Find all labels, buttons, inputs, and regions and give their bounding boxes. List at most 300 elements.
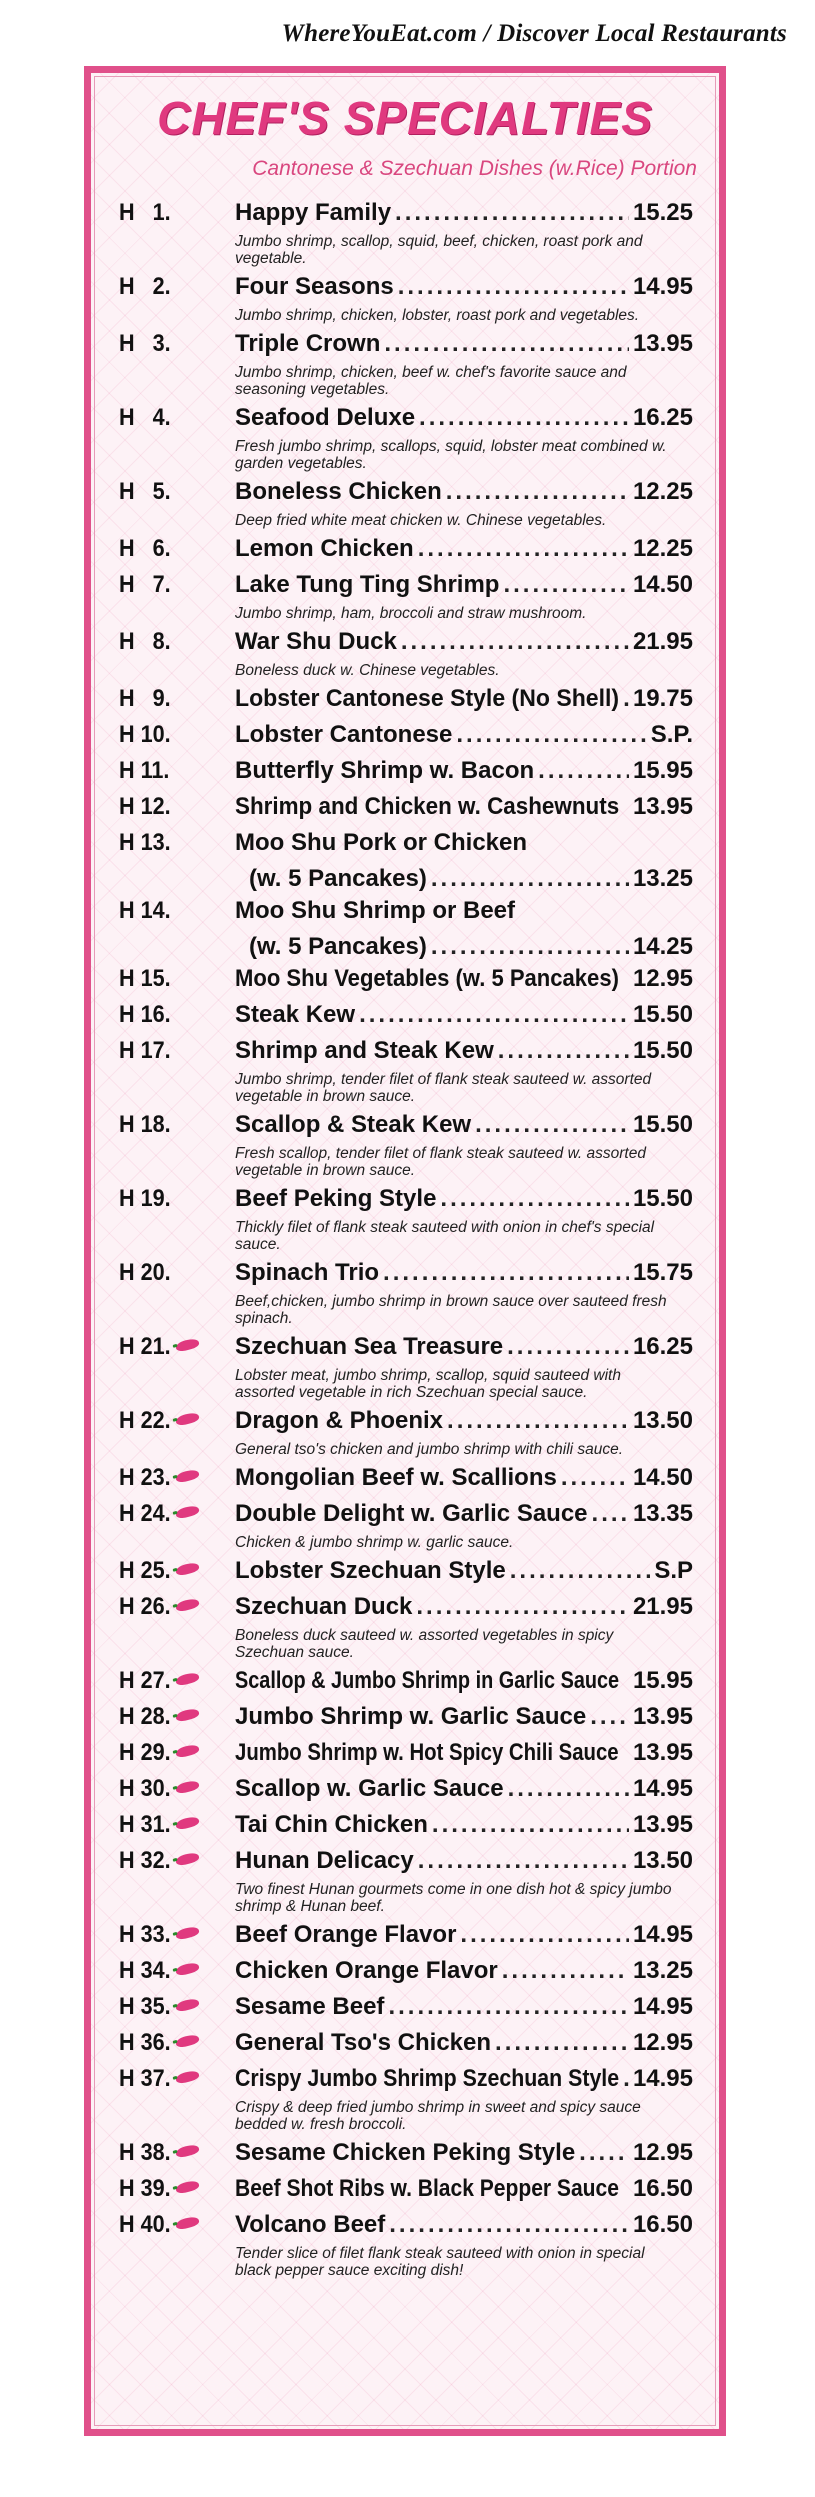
- item-price: 21.95: [632, 628, 693, 655]
- item-price: 13.95: [632, 1739, 693, 1766]
- item-name-line: [235, 721, 693, 749]
- chili-pepper-icon: [175, 2215, 200, 2231]
- item-name: Jumbo Shrimp w. Garlic Sauce: [235, 1703, 587, 1730]
- item-code: [119, 685, 223, 713]
- menu-item: [119, 478, 693, 535]
- chili-pepper-icon: [175, 1411, 200, 1427]
- dot-leader: [495, 2029, 629, 2057]
- item-code: [119, 1847, 223, 1875]
- menu-item-row: [119, 1847, 693, 1883]
- item-name: Boneless Chicken: [235, 478, 442, 505]
- dot-leader: [384, 330, 629, 358]
- item-name-line: [235, 1557, 693, 1585]
- item-code-text: H 14.: [119, 897, 171, 924]
- item-description: Fresh jumbo shrimp, scallops, squid, lobster meat combined w. garden vegetables.: [235, 438, 667, 472]
- menu-item: [119, 199, 693, 273]
- item-name: Beef Orange Flavor: [235, 1921, 457, 1948]
- item-price: 16.50: [632, 2211, 693, 2238]
- dot-leader: [503, 571, 628, 599]
- item-code-text: H 17.: [119, 1037, 171, 1064]
- menu-item-row: [119, 2175, 693, 2211]
- menu-item: [119, 1185, 693, 1259]
- item-name-line: [235, 628, 693, 656]
- item-price: 14.50: [632, 1464, 693, 1491]
- item-description: Boneless duck sauteed w. assorted vegetables in spicy Szechuan sauce.: [235, 1627, 614, 1661]
- item-price: 14.25: [632, 933, 693, 960]
- chili-pepper-icon: [175, 2179, 200, 2195]
- item-code: [119, 1185, 223, 1213]
- menu-item: [119, 1739, 693, 1775]
- menu-item: [119, 1593, 693, 1667]
- item-description: Two finest Hunan gourmets come in one dish hot & spicy jumbo shrimp & Hunan beef.: [235, 1881, 672, 1915]
- menu-item-row: [119, 1111, 693, 1147]
- menu-item-row: [119, 793, 693, 829]
- item-code-text: H 25.: [119, 1557, 171, 1584]
- item-description: Fresh scallop, tender filet of flank steak sauteed w. assorted vegetable in brown sauce.: [235, 1145, 646, 1179]
- menu-item-row: [119, 965, 693, 1001]
- item-code-text: H 8.: [119, 628, 171, 655]
- menu-item-row: [119, 897, 693, 933]
- item-name: Shrimp and Chicken w. Cashewnuts: [235, 793, 620, 820]
- chili-pepper-icon: [175, 1925, 200, 1941]
- dot-leader: [510, 1557, 651, 1585]
- item-code-text: H 11.: [119, 757, 170, 784]
- menu-item: [119, 1001, 693, 1037]
- item-code: [119, 1593, 223, 1621]
- dot-leader: [498, 1037, 629, 1065]
- item-code-text: H 32.: [119, 1847, 171, 1874]
- item-code: [119, 2065, 223, 2093]
- item-code: [119, 1775, 223, 1803]
- item-code: [119, 1037, 223, 1065]
- menu-item: [119, 1037, 693, 1111]
- item-code: [119, 2139, 223, 2167]
- dot-leader: [401, 628, 629, 656]
- item-name-line: [235, 1957, 693, 1985]
- menu-item: [119, 273, 693, 330]
- item-price: 21.95: [632, 1593, 693, 1620]
- item-code-text: H 37.: [119, 2065, 171, 2092]
- item-code-text: H 23.: [119, 1464, 171, 1491]
- item-description: Tender slice of filet flank steak sauteed with onion in special black pepper sauce exciting dish!: [235, 2245, 645, 2279]
- item-name: Lobster Szechuan Style: [235, 1557, 506, 1584]
- item-price: 15.50: [632, 1111, 693, 1138]
- menu-item-row: [119, 1407, 693, 1443]
- item-name-line: [235, 1667, 693, 1695]
- item-name: Triple Crown: [235, 330, 381, 357]
- menu-item: [119, 897, 693, 965]
- item-name-line: [235, 1921, 693, 1949]
- item-name: Moo Shu Pork or Chicken: [235, 829, 528, 856]
- dot-leader: [538, 757, 629, 785]
- item-description: Jumbo shrimp, scallop, squid, beef, chicken, roast pork and vegetable.: [235, 233, 643, 267]
- item-name-line: [235, 2211, 693, 2239]
- menu-item: [119, 404, 693, 478]
- item-name-line: [235, 1811, 693, 1839]
- item-name-line: [235, 793, 693, 821]
- item-code-text: H 26.: [119, 1593, 171, 1620]
- menu-item: [119, 1703, 693, 1739]
- dot-leader: [419, 404, 629, 432]
- item-code: [119, 897, 223, 925]
- item-price: 15.95: [632, 1667, 693, 1694]
- item-code-text: H 30.: [119, 1775, 171, 1802]
- dot-leader: [395, 199, 629, 227]
- item-code-text: H 2.: [119, 273, 171, 300]
- menu-item: [119, 1111, 693, 1185]
- item-code-text: H 40.: [119, 2211, 171, 2238]
- menu-item: [119, 1500, 693, 1557]
- menu-item: [119, 829, 693, 897]
- chili-pepper-icon: [175, 1779, 200, 1795]
- item-price: 13.95: [632, 1703, 693, 1730]
- dot-leader: [592, 1500, 629, 1528]
- item-name: Happy Family: [235, 199, 392, 226]
- dot-leader: [418, 1847, 629, 1875]
- item-name: Hunan Delicacy: [235, 1847, 414, 1874]
- item-price: 14.95: [632, 1921, 693, 1948]
- item-name-line: [235, 1464, 693, 1492]
- menu-item-row: [119, 273, 693, 309]
- item-name-line: [235, 273, 693, 301]
- item-code: [119, 793, 223, 821]
- menu-item-row: [119, 628, 693, 664]
- item-price: 14.50: [632, 571, 693, 598]
- menu-item: [119, 2029, 693, 2065]
- item-name: Scallop & Steak Kew: [235, 1111, 472, 1138]
- menu-item-row: [119, 2065, 693, 2101]
- menu-item-row: [119, 404, 693, 440]
- menu-item: [119, 685, 693, 721]
- item-name-line: [235, 1001, 693, 1029]
- chili-pepper-icon: [175, 1997, 200, 2013]
- item-name: Jumbo Shrimp w. Hot Spicy Chili Sauce: [235, 1739, 619, 1766]
- item-code: [119, 721, 223, 749]
- item-description: Jumbo shrimp, ham, broccoli and straw mushroom.: [235, 605, 587, 622]
- item-name-line: [235, 1259, 693, 1287]
- menu-item-row: [119, 1739, 693, 1775]
- item-name-line: [235, 757, 693, 785]
- dot-leader: [502, 1957, 629, 1985]
- menu-item: [119, 571, 693, 628]
- menu-item: [119, 757, 693, 793]
- menu-item: [119, 535, 693, 571]
- item-description: Crispy & deep fried jumbo shrimp in sweet and spicy sauce bedded w. fresh broccoli.: [235, 2099, 641, 2133]
- dot-leader: [398, 273, 629, 301]
- chili-pepper-icon: [175, 1337, 200, 1353]
- menu-item: [119, 721, 693, 757]
- item-code: [119, 1993, 223, 2021]
- item-description: Deep fried white meat chicken w. Chinese vegetables.: [235, 512, 607, 529]
- item-code-text: H 19.: [119, 1185, 171, 1212]
- item-code-text: H 7.: [119, 571, 171, 598]
- item-code-text: H 15.: [119, 965, 171, 992]
- item-name: Tai Chin Chicken: [235, 1811, 428, 1838]
- menu-item: [119, 1259, 693, 1333]
- dot-leader: [623, 685, 629, 713]
- item-code: [119, 829, 223, 857]
- item-price: 16.25: [632, 1333, 693, 1360]
- item-price: 14.95: [632, 1993, 693, 2020]
- item-code-text: H 24.: [119, 1500, 171, 1527]
- item-name: Butterfly Shrimp w. Bacon: [235, 757, 535, 784]
- item-code-text: H 34.: [119, 1957, 171, 1984]
- chili-pepper-icon: [175, 1707, 200, 1723]
- chili-pepper-icon: [175, 1743, 200, 1759]
- dot-leader: [432, 1811, 629, 1839]
- item-name-line: [235, 685, 693, 713]
- menu-item-row: [119, 2029, 693, 2065]
- item-price: 12.95: [632, 965, 693, 992]
- item-code: [119, 1259, 223, 1287]
- dot-leader: [388, 1993, 629, 2021]
- item-code: [119, 1703, 223, 1731]
- item-price: 15.50: [632, 1185, 693, 1212]
- item-code: [119, 199, 223, 227]
- item-code: [119, 1957, 223, 1985]
- item-price: 13.50: [632, 1847, 693, 1874]
- dot-leader: [456, 721, 646, 749]
- item-name: Spinach Trio: [235, 1259, 380, 1286]
- item-name: Lemon Chicken: [235, 535, 414, 562]
- item-price: 12.25: [632, 535, 693, 562]
- item-code-text: H 6.: [119, 535, 171, 562]
- item-name: Chicken Orange Flavor: [235, 1957, 498, 1984]
- item-code: [119, 1557, 223, 1585]
- item-code-text: H 38.: [119, 2139, 171, 2166]
- item-price: 15.25: [632, 199, 693, 226]
- dot-leader: [590, 1703, 629, 1731]
- item-name-line: [235, 2029, 693, 2057]
- item-code-text: H 1.: [119, 199, 171, 226]
- menu-item-row: [119, 478, 693, 514]
- item-name-line: [235, 1185, 693, 1213]
- item-price: 14.95: [632, 2065, 693, 2092]
- menu-item: [119, 1464, 693, 1500]
- item-code-text: H 16.: [119, 1001, 171, 1028]
- item-code-text: H 35.: [119, 1993, 171, 2020]
- item-code: [119, 2029, 223, 2057]
- menu-item-row-continued: [119, 933, 693, 965]
- item-name: Moo Shu Shrimp or Beef: [235, 897, 516, 924]
- chili-pepper-icon: [175, 2033, 200, 2049]
- item-name-line: [235, 829, 693, 857]
- item-name-line: [235, 1500, 693, 1528]
- chili-pepper-icon: [175, 1597, 200, 1613]
- dot-leader: [440, 1185, 629, 1213]
- item-price: 13.25: [632, 865, 693, 892]
- item-code: [119, 1001, 223, 1029]
- menu-item: [119, 1957, 693, 1993]
- item-name-line: [235, 1333, 693, 1361]
- item-name: Seafood Deluxe: [235, 404, 416, 431]
- item-price: 16.25: [632, 404, 693, 431]
- item-code: [119, 1739, 223, 1767]
- menu-item-row: [119, 2211, 693, 2247]
- item-price: 13.95: [632, 793, 693, 820]
- item-name: Volcano Beef: [235, 2211, 386, 2238]
- item-code: [119, 1464, 223, 1492]
- menu-item: [119, 330, 693, 404]
- item-name-line: [235, 965, 693, 993]
- item-code-text: H 29.: [119, 1739, 171, 1766]
- chili-pepper-icon: [175, 1671, 200, 1687]
- item-code-text: H 22.: [119, 1407, 171, 1434]
- menu-item: [119, 1667, 693, 1703]
- item-name: Lobster Cantonese Style (No Shell): [235, 685, 620, 712]
- item-code: [119, 757, 223, 785]
- chili-pepper-icon: [175, 2143, 200, 2159]
- item-name-suffix: (w. 5 Pancakes): [249, 865, 427, 892]
- item-name-line: [235, 330, 693, 358]
- item-name: Szechuan Sea Treasure: [235, 1333, 504, 1360]
- menu-item-row: [119, 1667, 693, 1703]
- item-description: Lobster meat, jumbo shrimp, scallop, squid sauteed with assorted vegetable in rich Szechuan special sauce.: [235, 1367, 621, 1401]
- item-name: Double Delight w. Garlic Sauce: [235, 1500, 588, 1527]
- menu-item-row: [119, 1593, 693, 1629]
- item-code-text: H 18.: [119, 1111, 171, 1138]
- item-code-text: H 12.: [119, 793, 171, 820]
- menu-item-row: [119, 535, 693, 571]
- item-code: [119, 571, 223, 599]
- menu-item-row: [119, 685, 693, 721]
- menu-item-row: [119, 1037, 693, 1073]
- item-code: [119, 273, 223, 301]
- item-name: Scallop & Jumbo Shrimp in Garlic Sauce: [235, 1667, 620, 1694]
- menu-item-row: [119, 1957, 693, 1993]
- menu-title: CHEF'S SPECIALTIES: [157, 92, 653, 144]
- menu-item: [119, 2139, 693, 2175]
- menu-item-row: [119, 1557, 693, 1593]
- item-code-text: H 5.: [119, 478, 171, 505]
- item-code-text: H 4.: [119, 404, 171, 431]
- item-code-text: H 13.: [119, 829, 171, 856]
- chili-pepper-icon: [175, 1468, 200, 1484]
- dot-leader: [507, 1333, 629, 1361]
- item-code-text: H 36.: [119, 2029, 171, 2056]
- menu-item-row: [119, 1185, 693, 1221]
- item-price: 13.25: [632, 1957, 693, 1984]
- item-name-line: [235, 404, 693, 432]
- item-code: [119, 404, 223, 432]
- menu-item: [119, 1407, 693, 1464]
- item-name-line: [235, 1037, 693, 1065]
- item-price: 15.50: [632, 1037, 693, 1064]
- item-name: War Shu Duck: [235, 628, 397, 655]
- item-price: 13.95: [632, 330, 693, 357]
- item-code-text: H 28.: [119, 1703, 171, 1730]
- site-header: WhereYouEat.com / Discover Local Restaurants: [281, 20, 787, 47]
- item-code: [119, 535, 223, 563]
- menu-item-row-continued: [119, 865, 693, 897]
- menu-item-row: [119, 757, 693, 793]
- menu-item-row: [119, 1333, 693, 1369]
- item-description: General tso's chicken and jumbo shrimp with chili sauce.: [235, 1441, 624, 1458]
- chili-pepper-icon: [175, 1961, 200, 1977]
- item-price: S.P: [654, 1557, 693, 1584]
- chili-pepper-icon: [175, 2069, 200, 2085]
- item-name-line: [235, 2175, 693, 2203]
- item-name: Mongolian Beef w. Scallions: [235, 1464, 557, 1491]
- menu-item-row: [119, 829, 693, 865]
- dot-leader: [389, 2211, 629, 2239]
- item-name-line: [235, 571, 693, 599]
- item-code: [119, 1333, 223, 1361]
- item-name-line: [235, 865, 693, 893]
- item-price: 14.95: [632, 273, 693, 300]
- menu-item: [119, 1921, 693, 1957]
- menu-item-row: [119, 1703, 693, 1739]
- item-code: [119, 1667, 223, 1695]
- item-code: [119, 628, 223, 656]
- item-code: [119, 965, 223, 993]
- item-description: Thickly filet of flank steak sauteed with onion in chef's special sauce.: [235, 1219, 655, 1253]
- chili-pepper-icon: [175, 1504, 200, 1520]
- item-description: Beef,chicken, jumbo shrimp in brown sauce over sauteed fresh spinach.: [235, 1293, 667, 1327]
- menu-item-row: [119, 199, 693, 235]
- item-code-text: H 3.: [119, 330, 171, 357]
- item-name: Sesame Chicken Peking Style: [235, 2139, 576, 2166]
- dot-leader: [418, 535, 629, 563]
- dot-leader: [475, 1111, 629, 1139]
- menu-item-row: [119, 1921, 693, 1957]
- item-code: [119, 2175, 223, 2203]
- chili-pepper-icon: [175, 1851, 200, 1867]
- menu-item: [119, 1993, 693, 2029]
- item-code: [119, 1921, 223, 1949]
- item-name: General Tso's Chicken: [235, 2029, 492, 2056]
- menu-item-row: [119, 1775, 693, 1811]
- item-name-line: [235, 535, 693, 563]
- item-code-text: H 27.: [119, 1667, 171, 1694]
- item-price: 12.95: [632, 2029, 693, 2056]
- dot-leader: [431, 933, 629, 961]
- item-code: [119, 1407, 223, 1435]
- item-name-line: [235, 1407, 693, 1435]
- item-price: 19.75: [632, 685, 693, 712]
- dot-leader: [623, 2065, 629, 2093]
- menu-item: [119, 793, 693, 829]
- item-name: Lake Tung Ting Shrimp: [235, 571, 500, 598]
- item-name: Beef Peking Style: [235, 1185, 437, 1212]
- chili-pepper-icon: [175, 1561, 200, 1577]
- chili-pepper-icon: [175, 1815, 200, 1831]
- menu-item: [119, 1333, 693, 1407]
- item-code-text: H 9.: [119, 685, 171, 712]
- menu-item-row: [119, 1500, 693, 1536]
- dot-leader: [383, 1259, 629, 1287]
- item-name: Sesame Beef: [235, 1993, 385, 2020]
- menu-item-row: [119, 721, 693, 757]
- dot-leader: [416, 1593, 629, 1621]
- item-price: 16.50: [632, 2175, 693, 2202]
- dot-leader: [579, 2139, 629, 2167]
- item-code-text: H 10.: [119, 721, 171, 748]
- item-price: 13.35: [632, 1500, 693, 1527]
- menu-item: [119, 1811, 693, 1847]
- item-name-line: [235, 478, 693, 506]
- item-price: 12.25: [632, 478, 693, 505]
- item-price: 13.50: [632, 1407, 693, 1434]
- item-name-line: [235, 2139, 693, 2167]
- item-name: Four Seasons: [235, 273, 394, 300]
- item-price: 15.75: [632, 1259, 693, 1286]
- dot-leader: [447, 1407, 629, 1435]
- menu-item-row: [119, 1993, 693, 2029]
- menu-item: [119, 965, 693, 1001]
- item-name-line: [235, 1847, 693, 1875]
- item-description: Chicken & jumbo shrimp w. garlic sauce.: [235, 1534, 514, 1551]
